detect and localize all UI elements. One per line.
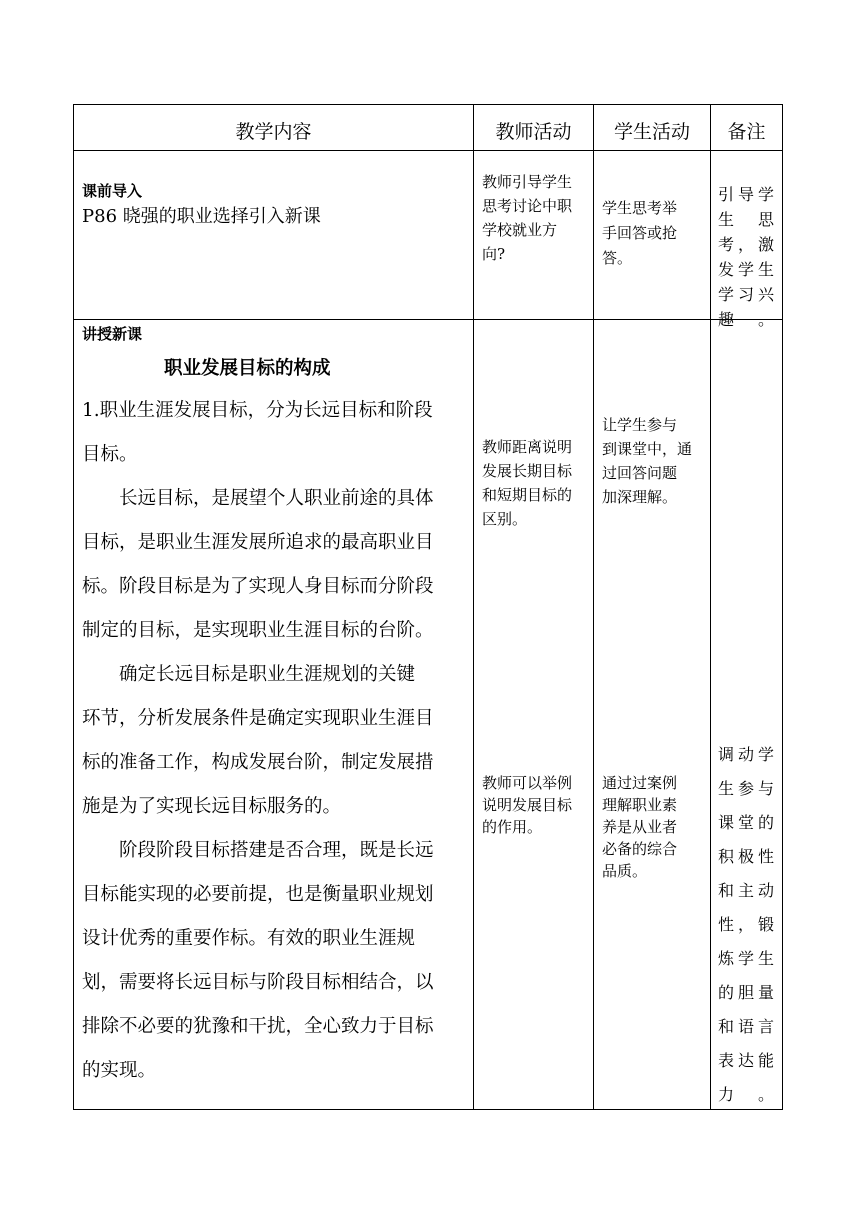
text-line: 向? [482, 245, 506, 263]
student-activity-2 [602, 772, 707, 882]
table-bottom-border [73, 1109, 783, 1110]
text-line: 确定长远目标是职业生涯规划的关键 [82, 664, 416, 685]
text-line: 表达能 [718, 1051, 774, 1070]
text-line: 到课堂中，通 [602, 440, 693, 458]
text-line: 目标，是职业生涯发展所追求的最高职业目 [82, 532, 434, 553]
text-line: 理解职业素 [602, 796, 678, 814]
intro-bottom-border [73, 319, 783, 320]
text-line: 排除不必要的犹豫和干扰，全心致力于目标 [82, 1016, 434, 1037]
text-line: 品质。 [602, 862, 648, 880]
teacher-activity-2 [482, 772, 590, 838]
text-line: 手回答或抢 [602, 224, 678, 242]
intro-student-activity [602, 196, 707, 271]
text-line: 施是为了实现长远目标服务的。 [82, 796, 342, 817]
text-line: 标的准备工作，构成发展台阶，制定发展措 [82, 752, 434, 773]
text-line: 引导学 [718, 185, 774, 204]
text-line: 学习兴 [718, 285, 774, 304]
new-lesson-heading: 讲授新课 [82, 325, 143, 343]
table-left-border [73, 104, 74, 1110]
text-line: 力。 [718, 1085, 774, 1104]
header-remarks: 备注 [727, 121, 766, 143]
teacher-activity-1 [482, 435, 590, 531]
intro-remarks [718, 182, 774, 332]
text-line: 设计优秀的重要作标。有效的职业生涯规 [82, 928, 416, 949]
text-line: 制定的目标，是实现职业生涯目标的台阶。 [82, 620, 434, 641]
new-lesson-body [82, 389, 470, 1093]
text-line: 划，需要将长远目标与阶段目标相结合，以 [82, 972, 434, 993]
text-line: 和主动 [718, 881, 774, 900]
text-line: 性，锻 [718, 915, 774, 934]
text-line: 的实现。 [82, 1060, 157, 1081]
text-line: 学校就业方 [482, 221, 558, 239]
header-student: 学生活动 [613, 121, 690, 143]
text-line: 教师可以举例 [482, 774, 573, 792]
text-line: 答。 [602, 249, 633, 267]
text-line: 教师引导学生 [482, 173, 573, 191]
column-divider-2 [593, 104, 594, 1110]
header-content: 教学内容 [235, 121, 312, 143]
text-line: 和短期目标的 [482, 486, 573, 504]
column-divider-1 [473, 104, 474, 1110]
text-line: 目标。 [82, 444, 138, 465]
table-top-border [73, 104, 783, 105]
text-line: 教师距离说明 [482, 438, 573, 456]
text-line: 积极性 [718, 847, 774, 866]
text-line: 的作用。 [482, 818, 543, 836]
text-line: 阶段阶段目标搭建是否合理，既是长远 [82, 840, 434, 861]
text-line: 区别。 [482, 510, 528, 528]
text-line: 趣。 [718, 310, 774, 329]
text-line: 通过过案例 [602, 774, 678, 792]
new-lesson-remarks [718, 738, 774, 1112]
new-lesson-subtitle: 职业发展目标的构成 [164, 358, 331, 379]
text-line: 生参与 [718, 779, 774, 798]
text-line: 养是从业者 [602, 818, 678, 836]
text-line: 让学生参与 [602, 416, 678, 434]
text-line: 思考讨论中职 [482, 197, 573, 215]
text-line: 和语言 [718, 1017, 774, 1036]
text-line: 长远目标，是展望个人职业前途的具体 [82, 488, 434, 509]
text-line: 课堂的 [718, 813, 774, 832]
text-line: 说明发展目标 [482, 796, 573, 814]
text-line: 1.职业生涯发展目标，分为长远目标和阶段 [82, 400, 433, 421]
column-divider-3 [710, 104, 711, 1110]
table-right-border [782, 104, 783, 1110]
text-line: 发学生 [718, 260, 774, 279]
header-teacher: 教师活动 [495, 121, 572, 143]
text-line: 加深理解。 [602, 488, 678, 506]
header-bottom-border [73, 150, 783, 151]
intro-heading: 课前导入 [82, 182, 143, 200]
text-line: 炼学生 [718, 949, 774, 968]
intro-teacher-activity [482, 170, 590, 266]
text-line: 生 思 [718, 210, 774, 229]
text-line: 发展长期目标 [482, 462, 573, 480]
intro-text: P86 晓强的职业选择引入新课 [82, 206, 321, 227]
text-line: 必备的综合 [602, 840, 678, 858]
text-line: 调动学 [718, 745, 774, 764]
text-line: 标。阶段目标是为了实现人身目标而分阶段 [82, 576, 434, 597]
text-line: 考，激 [718, 235, 774, 254]
text-line: 过回答问题 [602, 464, 678, 482]
text-line: 的胆量 [718, 983, 774, 1002]
student-activity-1 [602, 413, 707, 509]
text-line: 目标能实现的必要前提，也是衡量职业规划 [82, 884, 434, 905]
text-line: 学生思考举 [602, 199, 678, 217]
text-line: 环节，分析发展条件是确定实现职业生涯目 [82, 708, 434, 729]
